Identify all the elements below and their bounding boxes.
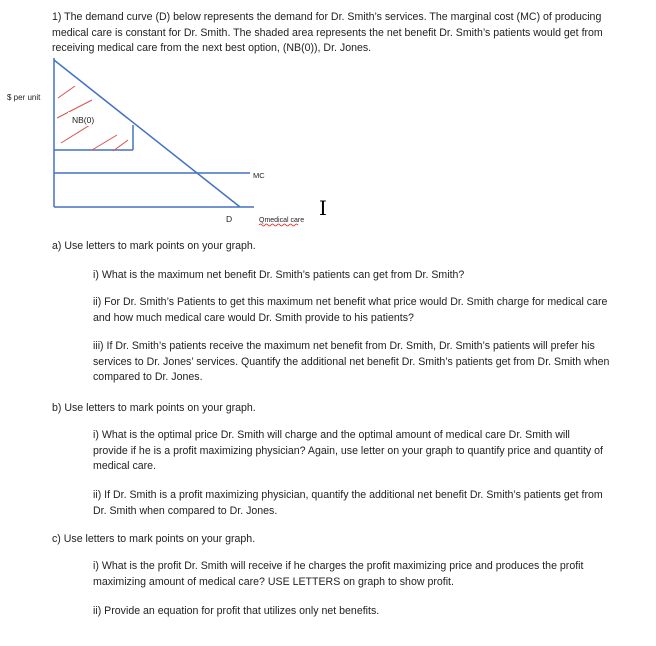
part-c-i: i) What is the profit Dr. Smith will receive if he charges the profit maximizing price and produces the profit maximizing amount of medical care? USE LETTERS on graph to show profit. — [93, 560, 584, 588]
nb0-label: NB(0) — [72, 115, 95, 125]
question-intro: 1) The demand curve (D) below represents the demand for Dr. Smith’s services. The marginal cost (MC) of producing medical care is constant for Dr. Smith. The shaded area represents the net benefit Dr. Smith’s patients would get from receiving medical care from the next best option, (NB(0)), Dr. Jones. — [52, 11, 603, 54]
part-c-heading: c) Use letters to mark points on your graph. — [52, 533, 256, 545]
spellcheck-squiggle — [259, 224, 298, 226]
mc-label: MC — [253, 171, 265, 180]
part-b-ii: ii) If Dr. Smith is a profit maximizing physician, quantify the additional net benefit Dr. Smith’s patients get from Dr. Smith when compared to Dr. Jones. — [93, 489, 603, 517]
demand-curve — [54, 60, 240, 207]
part-a-ii: ii) For Dr. Smith’s Patients to get this maximum net benefit what price would Dr. Smith charge for medical care and how much medical care would Dr. Smith provide to his patients? — [93, 296, 608, 324]
demand-label: D — [226, 214, 233, 224]
y-axis-label: $ per unit — [7, 93, 41, 102]
part-a-iii: iii) If Dr. Smith’s patients receive the maximum net benefit from Dr. Smith, Dr. Smith’s patients will prefer his services to Dr. Jones’ services. Quantify the additional net benefit Dr. Smith’s patients get from Dr. Smith when compared to Dr. Jones. — [93, 340, 610, 383]
demand-graph — [0, 0, 656, 230]
part-b-heading: b) Use letters to mark points on your graph. — [52, 402, 256, 414]
part-a-heading: a) Use letters to mark points on your graph. — [52, 240, 256, 252]
part-b-i: i) What is the optimal price Dr. Smith will charge and the optimal amount of medical care Dr. Smith will provide if he is a profit maximizing physician? Again, use letter on your graph to quantify price and quantity of medical care. — [93, 429, 603, 472]
part-a-i: i) What is the maximum net benefit Dr. Smith’s patients can get from Dr. Smith? — [93, 269, 465, 281]
x-axis-label: Qmedical care — [259, 217, 305, 224]
text-cursor-icon: I — [319, 196, 327, 220]
part-c-ii: ii) Provide an equation for profit that utilizes only net benefits. — [93, 605, 380, 617]
